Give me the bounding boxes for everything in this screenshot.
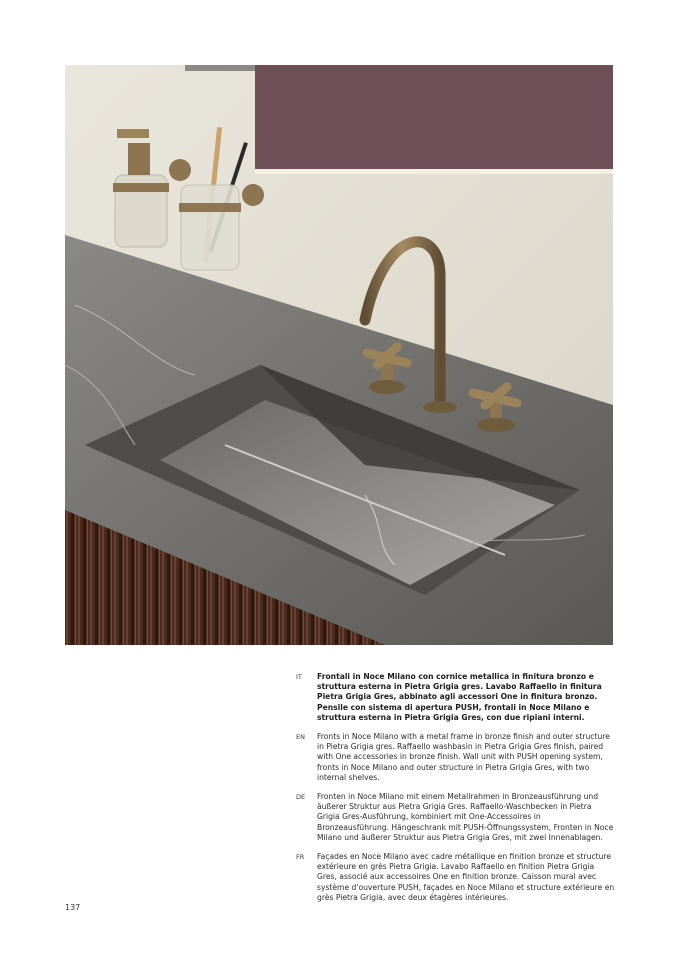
caption-en [296,732,616,783]
caption-text: Fronts in Noce Milano with a metal frame in bronze finish and outer structure in Pietra Grigia gres. Raffaello washbasin in Pietra Grigia Gres finish, paired with One accessories in bronze finish. Wall unit with PUSH opening system, fronts in Noce Milano and outer structure in Pietra Grigia Gres, with two internal shelves. [317,732,610,782]
product-photo [65,65,613,645]
caption-fr [296,852,616,903]
page-number: 137 [65,903,81,912]
caption-de [296,792,616,843]
caption-text: Frontali in Noce Milano con cornice metallica in finitura bronzo e struttura esterna in Pietra Grigia gres. Lavabo Raffaello in finitura Pietra Grigia Gres, abbinato agli accessori One in finitura bronzo. Pensile con sistema di apertura PUSH, frontali in Noce Milano e struttura esterna in Pietra Grigia Gres, con due ripiani interni. [317,672,602,722]
language-code: IT [296,673,302,681]
language-code: FR [296,853,305,862]
caption-it [296,672,616,723]
caption-text: Fronten in Noce Milano mit einem Metallrahmen in Bronzeausführung und äußerer Struktur aus Pietra Grigia Gres. Raffaello-Waschbecken in Pietra Grigia Gres-Ausführung, kombiniert mit One-Accessoires in Bronzeausführung. Hängeschrank mit PUSH-Öffnungssystem, Fronten in Noce Milano und äußerer Struktur aus Pietra Grigia Gres, mit zwei Innenablagen. [317,792,614,842]
language-code: DE [296,793,306,802]
language-code: EN [296,733,305,742]
caption-list [296,672,616,912]
mirror-cabinet [255,65,613,173]
caption-text: Façades en Noce Milano avec cadre métallique en finition bronze et structure extérieure en grès Pietra Grigia. Lavabo Raffaello en finition Pietra Grigia Gres, associé aux accessoires One en finition bronze. Caisson mural avec système d'ouverture PUSH, façades en Noce Milano et structure extérieure en grès Pietra Grigia, avec deux étagères intérieures. [317,852,615,902]
